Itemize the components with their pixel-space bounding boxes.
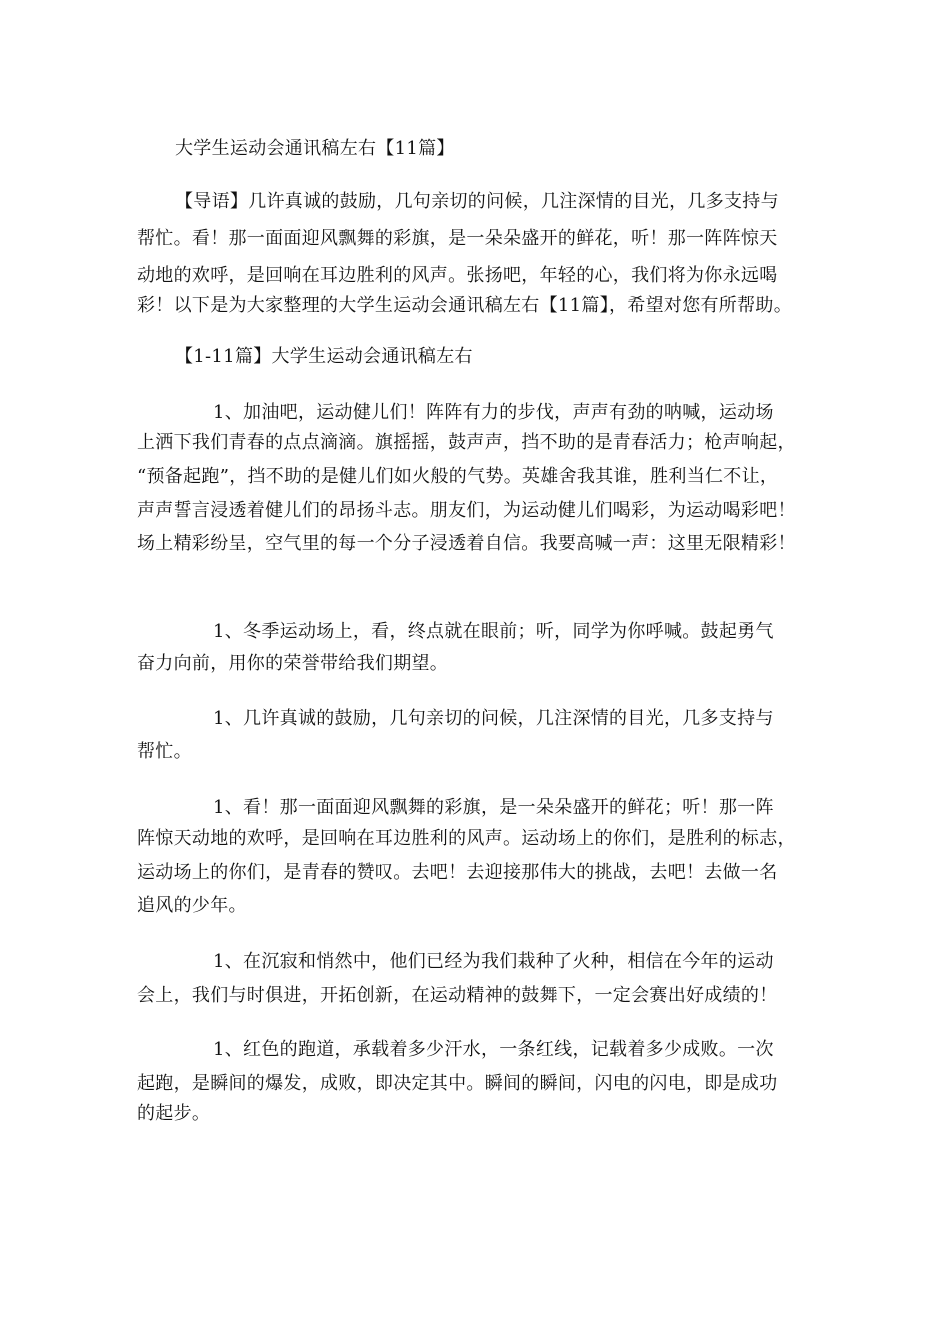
paragraph-line: 奋力向前，用你的荣誉带给我们期望。 [137,653,449,674]
intro-line: 彩！以下是为大家整理的大学生运动会通讯稿左右【11篇】，希望对您有所帮助。 [137,295,793,316]
paragraph-line: 运动场上的你们，是青春的赞叹。去吧！去迎接那伟大的挑战，去吧！去做一名 [137,862,778,883]
paragraph-line: 帮忙。 [137,741,192,762]
intro-line: 帮忙。看！那一面面迎风飘舞的彩旗，是一朵朵盛开的鲜花，听！那一阵阵惊天 [137,228,778,249]
section-heading: 【1-11篇】大学生运动会通讯稿左右 [175,346,473,367]
paragraph-line: 1、看！那一面面迎风飘舞的彩旗，是一朵朵盛开的鲜花；听！那一阵 [213,797,774,818]
paragraph-line: 1、加油吧，运动健儿们！阵阵有力的步伐，声声有劲的呐喊，运动场 [213,402,774,423]
paragraph-line: “预备起跑”，挡不助的是健儿们如火般的气势。英雄舍我其谁，胜利当仁不让， [137,466,779,487]
paragraph-line: 会上，我们与时俱进，开拓创新，在运动精神的鼓舞下，一定会赛出好成绩的！ [137,985,778,1006]
paragraph-line: 的起步。 [137,1103,211,1124]
intro-line: 动地的欢呼，是回响在耳边胜利的风声。张扬吧，年轻的心，我们将为你永远喝 [137,265,778,286]
document-title: 大学生运动会通讯稿左右【11篇】 [175,138,455,159]
paragraph-line: 追风的少年。 [137,895,247,916]
paragraph-line: 阵惊天动地的欢呼，是回响在耳边胜利的风声。运动场上的你们，是胜利的标志， [137,828,796,849]
paragraph-line: 场上精彩纷呈，空气里的每一个分子浸透着自信。我要高喊一声：这里无限精彩！ [137,533,796,554]
paragraph-line: 1、在沉寂和悄然中，他们已经为我们栽种了火种，相信在今年的运动 [213,951,774,972]
paragraph-line: 1、冬季运动场上，看，终点就在眼前；听，同学为你呼喊。鼓起勇气 [213,621,774,642]
paragraph-line: 起跑，是瞬间的爆发，成败，即决定其中。瞬间的瞬间，闪电的闪电，即是成功 [137,1073,778,1094]
intro-line: 【导语】几许真诚的鼓励，几句亲切的问候，几注深情的目光，几多支持与 [175,191,779,212]
paragraph-line: 1、几许真诚的鼓励，几句亲切的问候，几注深情的目光，几多支持与 [213,708,774,729]
paragraph-line: 声声誓言浸透着健儿们的昂扬斗志。朋友们，为运动健儿们喝彩，为运动喝彩吧！ [137,500,796,521]
paragraph-line: 上洒下我们青春的点点滴滴。旗摇摇，鼓声声，挡不助的是青春活力；枪声响起， [137,432,796,453]
paragraph-line: 1、红色的跑道，承载着多少汗水，一条红线，记载着多少成败。一次 [213,1039,774,1060]
